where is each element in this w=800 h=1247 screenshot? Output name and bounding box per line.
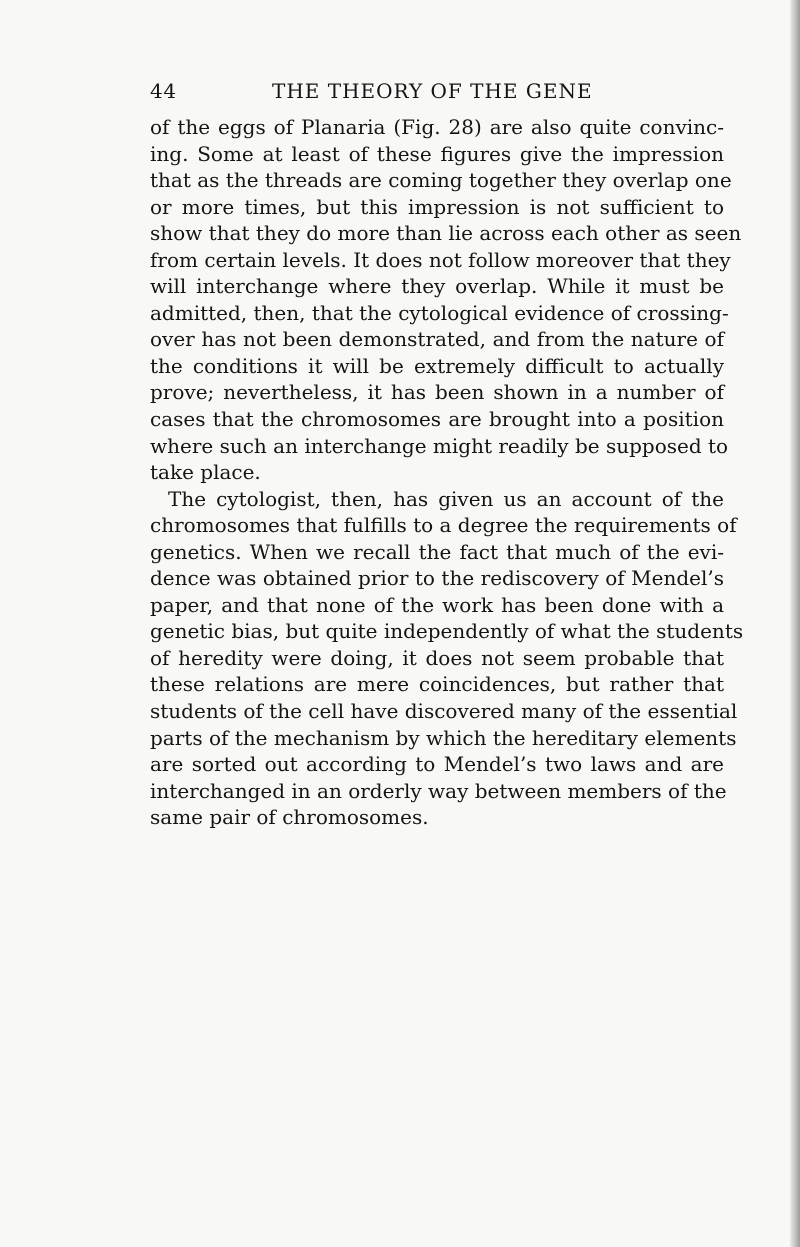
text-line: will interchange where they overlap. While it must be: [150, 274, 724, 299]
text-line: from certain levels. It does not follow moreover that they: [150, 247, 731, 272]
text-line: interchanged in an orderly way between members of the: [150, 778, 727, 803]
text-line: that as the threads are coming together they overlap one: [150, 168, 732, 193]
text-line: where such an interchange might readily be supposed to: [150, 433, 729, 458]
text-line: of the eggs of Planaria (Fig. 28) are also quite convinc-: [150, 115, 724, 139]
text-line: students of the cell have discovered many of the essential: [150, 699, 738, 724]
scan-edge-shadow: [790, 0, 800, 1247]
text-line: take place.: [150, 460, 261, 485]
text-line: over has not been demonstrated, and from the nature of: [150, 327, 724, 352]
text-line: are sorted out according to Mendel’s two laws and are: [150, 752, 724, 777]
text-line: ing. Some at least of these figures give the impression: [150, 141, 724, 166]
page-number: 44: [150, 79, 177, 103]
running-title: THE THEORY OF THE GENE: [272, 79, 593, 103]
text-line: dence was obtained prior to the rediscovery of Mendel’s: [150, 566, 724, 591]
text-line: the conditions it will be extremely difficult to actually: [150, 353, 724, 378]
body-text: [150, 114, 744, 831]
text-line: genetic bias, but quite independently of what the students: [150, 619, 744, 644]
text-line: show that they do more than lie across each other as seen: [150, 221, 742, 246]
text-line: these relations are mere coincidences, but rather that: [150, 672, 724, 697]
running-head: [150, 78, 740, 104]
text-line: chromosomes that fulfills to a degree the requirements of: [150, 513, 737, 538]
text-line: prove; nevertheless, it has been shown in a number of: [150, 380, 724, 405]
text-line: parts of the mechanism by which the hereditary elements: [150, 725, 737, 750]
text-line: genetics. When we recall the fact that much of the evi-: [150, 539, 724, 564]
text-line: of heredity were doing, it does not seem probable that: [150, 645, 724, 670]
paragraph-1: [150, 114, 742, 486]
text-line: admitted, then, that the cytological evidence of crossing-: [150, 300, 729, 325]
text-line: paper, and that none of the work has been done with a: [150, 592, 724, 617]
text-line: same pair of chromosomes.: [150, 805, 429, 830]
text-line: cases that the chromosomes are brought into a position: [150, 407, 724, 432]
paragraph-2: [150, 486, 744, 831]
text-line: or more times, but this impression is not sufficient to: [150, 194, 724, 219]
text-line: The cytologist, then, has given us an account of the: [168, 486, 724, 511]
